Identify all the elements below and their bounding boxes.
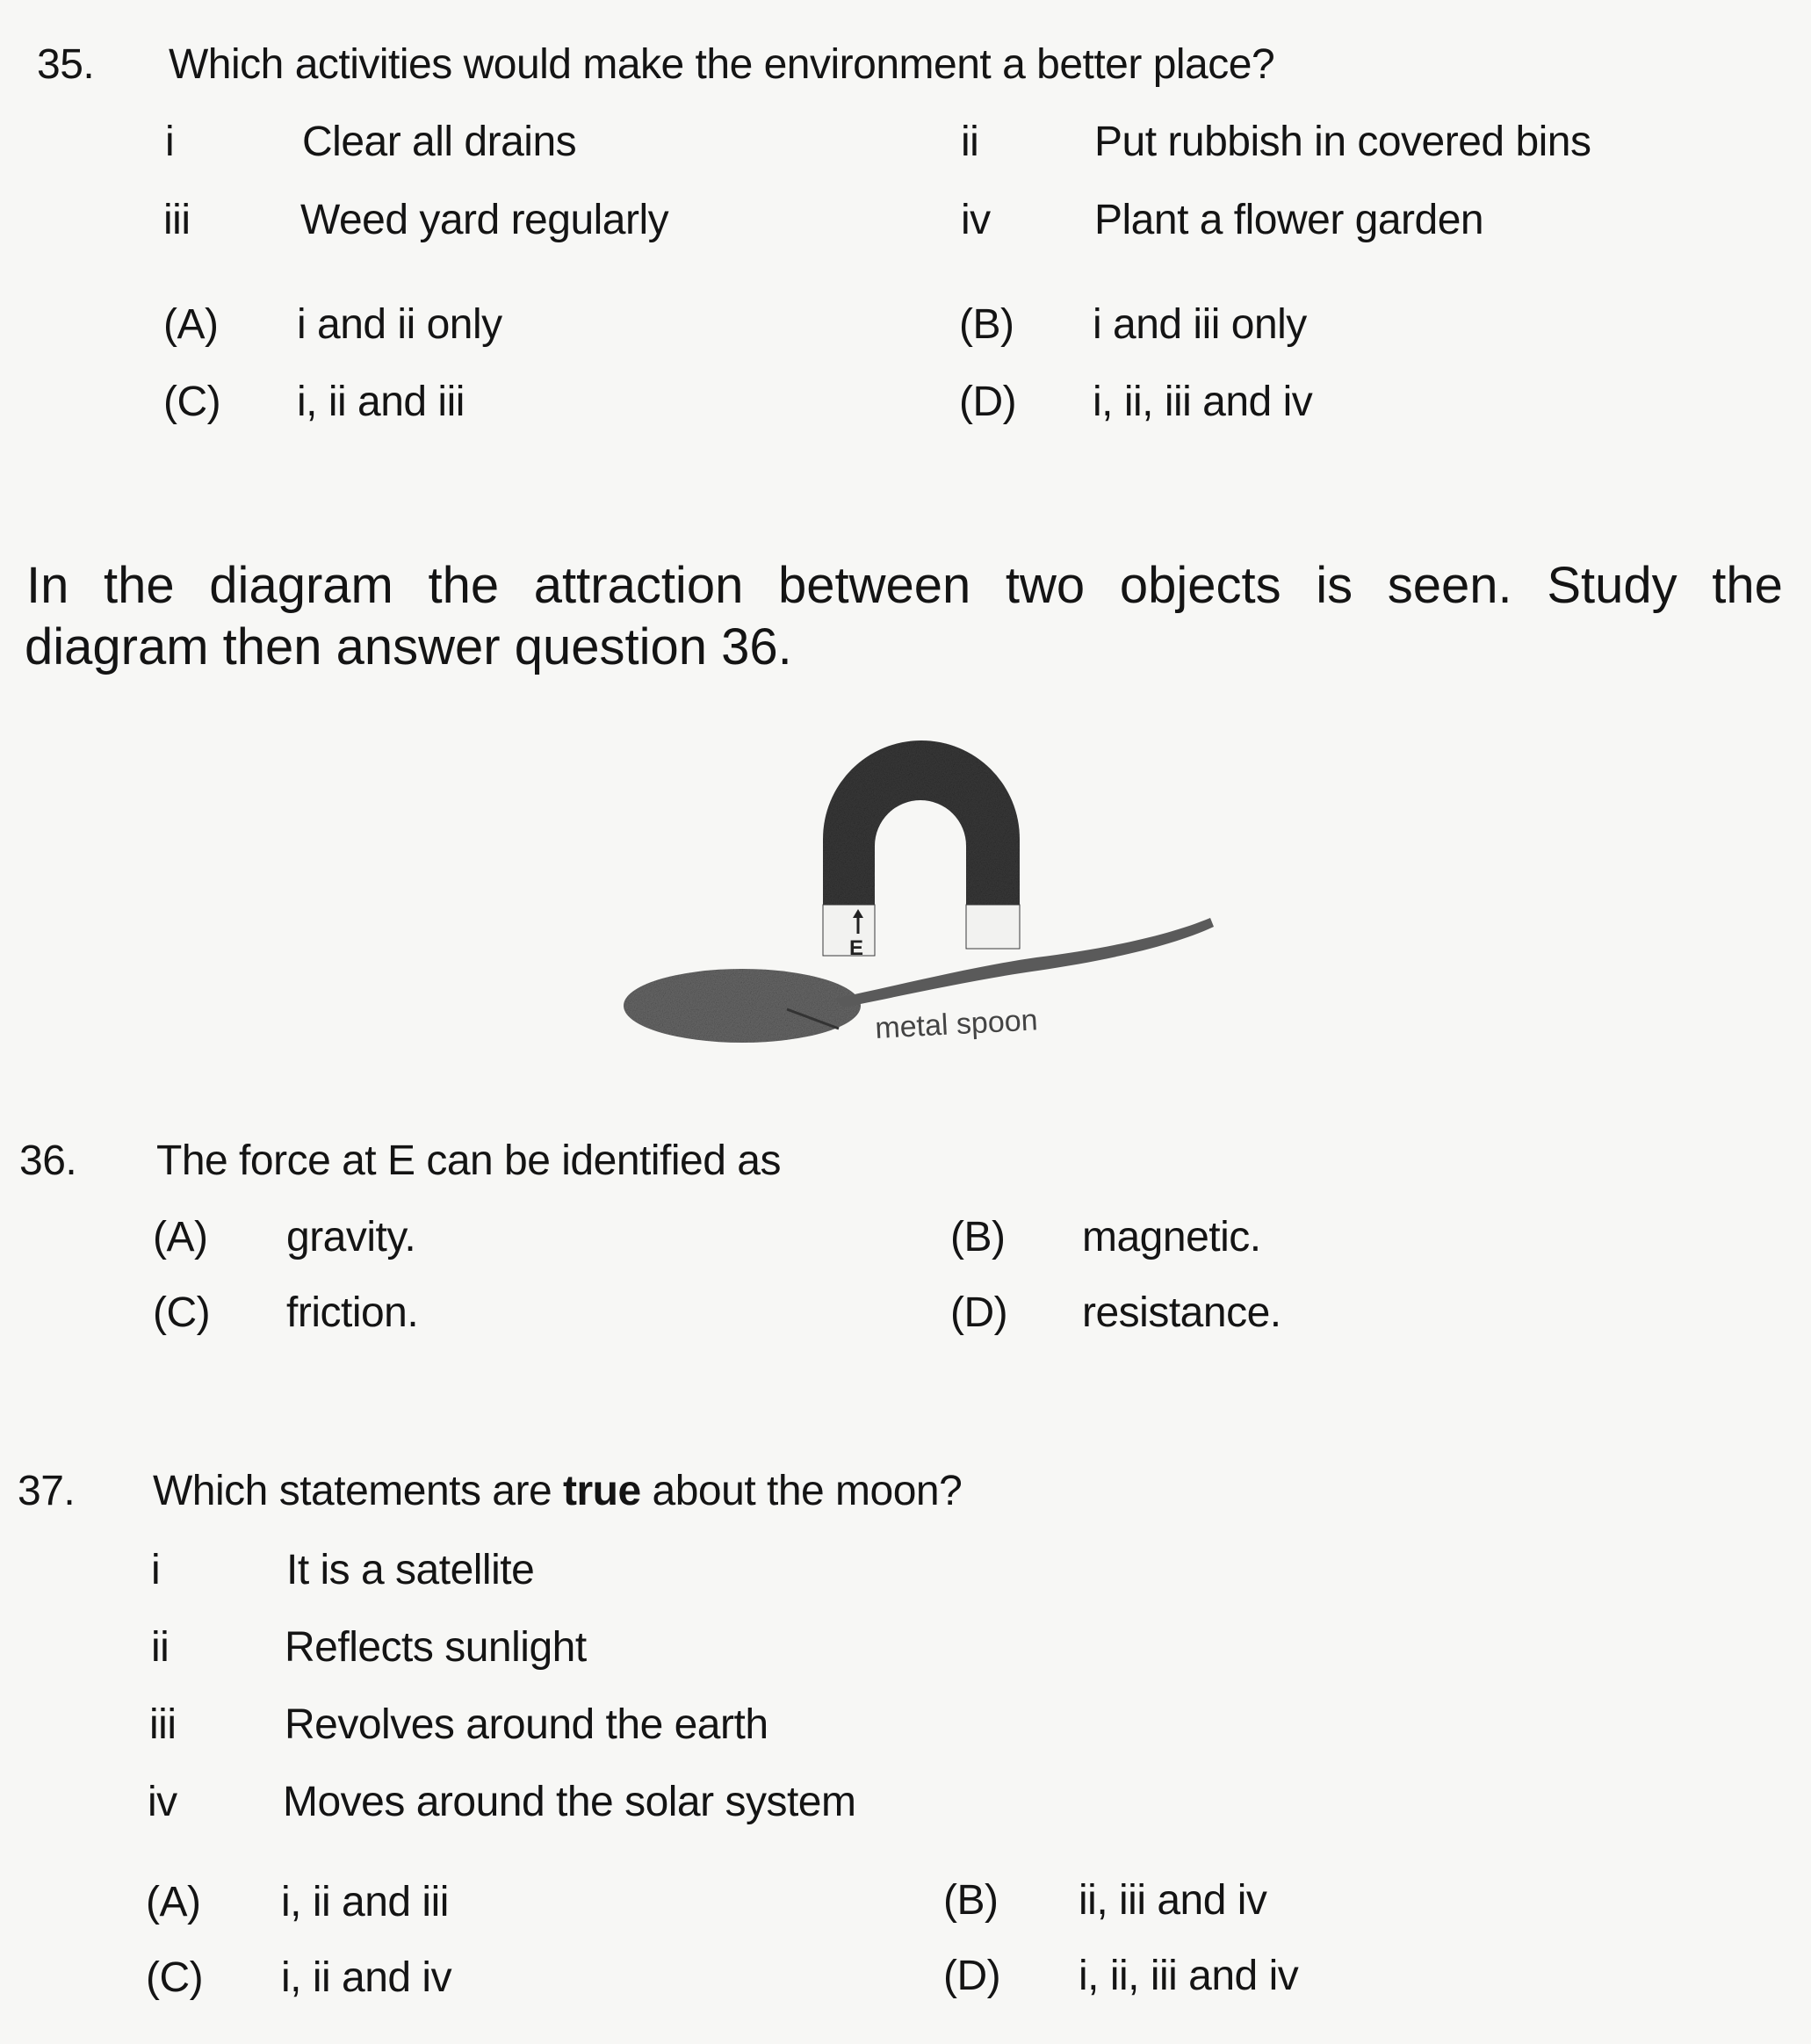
option-letter: (C) [146, 1954, 204, 2001]
question-number: 36. [19, 1138, 77, 1184]
intro-word: two [1005, 557, 1086, 614]
spoon-handle [834, 918, 1214, 1008]
intro-word: Study [1547, 557, 1678, 614]
statement-numeral: iv [961, 197, 991, 243]
statement-numeral: iii [149, 1701, 177, 1748]
option-letter: (A) [153, 1214, 208, 1260]
intro-word: diagram [209, 557, 393, 614]
magnet-pole-right [966, 905, 1020, 949]
option-letter: (B) [943, 1877, 999, 1924]
option-text: gravity. [286, 1214, 416, 1260]
statement-numeral: iv [148, 1779, 177, 1825]
option-text: i, ii, iii and iv [1093, 379, 1313, 425]
option-text: resistance. [1082, 1289, 1281, 1336]
option-letter: (C) [153, 1289, 211, 1336]
option-letter: (A) [146, 1879, 201, 1925]
statement-text: Reflects sunlight [285, 1624, 587, 1671]
question-text: Which activities would make the environment a better place? [169, 41, 1275, 88]
question-text: The force at E can be identified as [156, 1138, 781, 1184]
statement-numeral: iii [163, 197, 191, 243]
intro-paragraph-line1 [26, 556, 1783, 616]
option-letter: (A) [163, 301, 219, 348]
option-letter: (D) [950, 1289, 1008, 1336]
statement-text: It is a satellite [286, 1547, 535, 1593]
option-text: friction. [286, 1289, 419, 1336]
statement-numeral: i [165, 119, 175, 165]
statement-numeral: i [151, 1547, 161, 1593]
magnet [823, 740, 1020, 905]
option-text: magnetic. [1082, 1214, 1261, 1260]
option-letter: (C) [163, 379, 221, 425]
option-text: ii, iii and iv [1079, 1877, 1267, 1924]
option-letter: (B) [959, 301, 1014, 348]
statement-text: Clear all drains [302, 119, 577, 165]
intro-paragraph-line2: diagram then answer question 36. [25, 618, 792, 675]
intro-word: the [1712, 557, 1783, 614]
option-letter: (D) [959, 379, 1017, 425]
statement-numeral: ii [151, 1624, 170, 1671]
intro-word: between [777, 557, 971, 614]
option-text: i and iii only [1093, 301, 1307, 348]
option-text: i, ii and iii [281, 1879, 449, 1925]
option-letter: (D) [943, 1953, 1001, 1999]
question-text-start: Which statements are [153, 1468, 564, 1514]
intro-word: objects [1119, 557, 1281, 614]
statement-text: Weed yard regularly [300, 197, 669, 243]
intro-word: In [26, 557, 69, 614]
intro-word: the [428, 557, 500, 614]
question-number: 37. [18, 1468, 76, 1514]
question-text-emphasis: true [563, 1468, 641, 1514]
statement-text: Plant a flower garden [1094, 197, 1484, 243]
intro-word: the [104, 557, 175, 614]
question-number: 35. [37, 41, 95, 88]
intro-word: attraction [533, 557, 744, 614]
option-text: i, ii, iii and iv [1079, 1953, 1299, 1999]
option-text: i and ii only [297, 301, 502, 348]
force-label-e: E [849, 936, 864, 960]
intro-word: is [1316, 557, 1353, 614]
statement-text: Revolves around the earth [285, 1701, 768, 1748]
intro-word: seen. [1387, 557, 1512, 614]
option-text: i, ii and iii [297, 379, 465, 425]
question-text-end: about the moon? [640, 1468, 963, 1514]
question-text [153, 1470, 962, 1513]
statement-numeral: ii [961, 119, 979, 165]
spoon-bowl [624, 969, 861, 1043]
statement-text: Put rubbish in covered bins [1094, 119, 1591, 165]
statement-text: Moves around the solar system [283, 1779, 856, 1825]
option-letter: (B) [950, 1214, 1006, 1260]
spoon-label: metal spoon [874, 1003, 1039, 1045]
magnet-spoon-figure [624, 698, 1221, 1067]
option-text: i, ii and iv [281, 1954, 452, 2001]
